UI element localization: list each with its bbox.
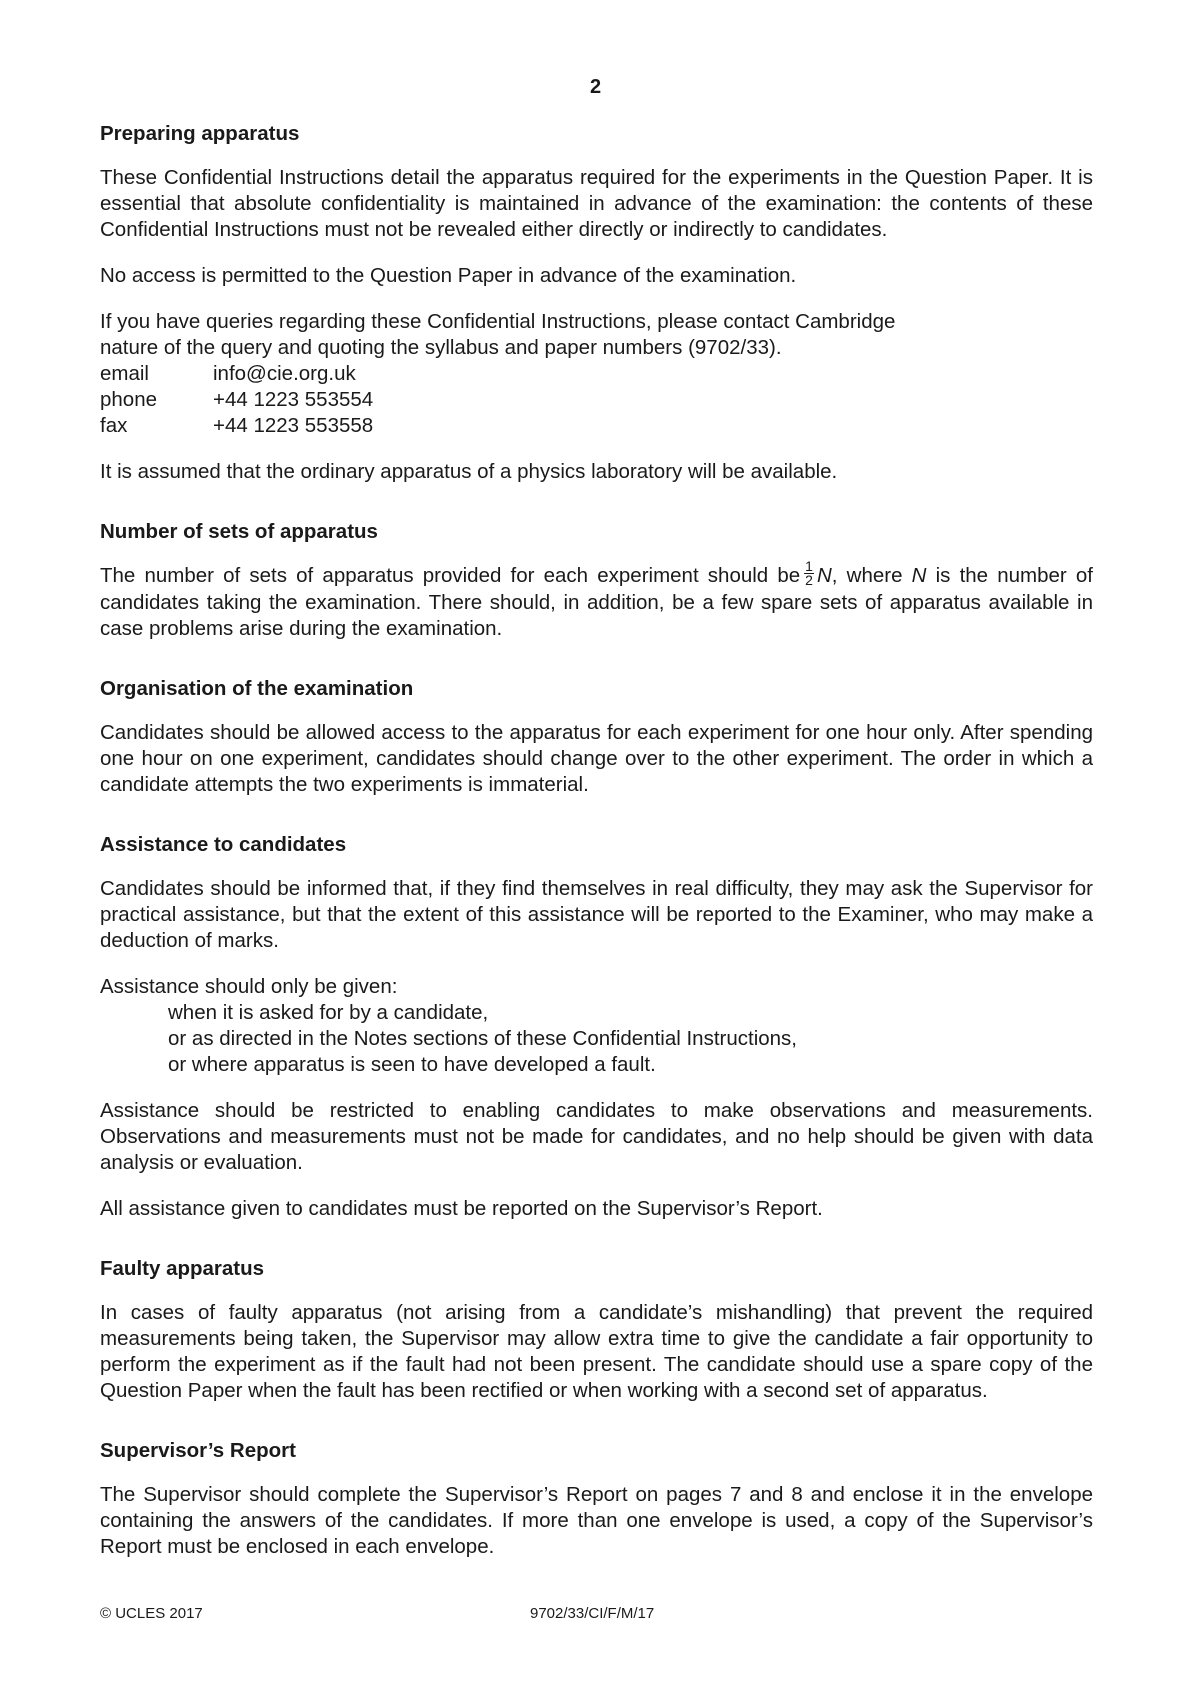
queries-line-1: If you have queries regarding these Confidential Instructions, please contact Cambridge (100, 310, 896, 333)
heading-faulty-apparatus: Faulty apparatus (100, 1257, 265, 1281)
paragraph-faulty-apparatus: In cases of faulty apparatus (not arising from a candidate’s mishandling) that prevent the required measurements being taken, the Supervisor may allow extra time to give the candidate a fair opportunity to perform the experiment as if the fault had not been present. The candidate should use a spare copy of the Question Paper when the fault has been rectified or when working with a second set of apparatus. (100, 1301, 1093, 1403)
variable-n-second: N (911, 564, 927, 587)
fraction-numerator: 1 (805, 558, 813, 575)
footer-copyright: © UCLES 2017 (100, 1605, 203, 1622)
paragraph-no-access: No access is permitted to the Question Paper in advance of the examination. (100, 264, 797, 287)
contact-email-label: email (100, 362, 149, 385)
contact-fax-row (100, 413, 1093, 439)
footer-document-code: 9702/33/CI/F/M/17 (530, 1605, 655, 1622)
assistance-condition-item: or where apparatus is seen to have developed a fault. (168, 1053, 656, 1077)
paragraph-organisation: Candidates should be allowed access to the apparatus for each experiment for one hour only. After spending one hour on one experiment, candidates should change over to the other experiment. The order in which a candidate attempts the two experiments is immaterial. (100, 721, 1093, 797)
paragraph-confidentiality: These Confidential Instructions detail the apparatus required for the experiments in the Question Paper. It is essential that absolute confidentiality is maintained in advance of the examination: the contents of these Confidential Instructions must not be revealed either directly or indirectly to candidates. (100, 166, 1093, 241)
sets-text-end: is the number of candidates taking the examination. There should, in addition, be a few spare sets of apparatus available in case problems arise during the examination. (100, 564, 1093, 641)
paragraph-number-of-sets (100, 558, 1093, 642)
variable-n: N (816, 564, 832, 587)
paragraph-ordinary-apparatus: It is assumed that the ordinary apparatus of a physics laboratory will be available. (100, 460, 838, 483)
assistance-condition-item: or as directed in the Notes sections of these Confidential Instructions, (168, 1027, 798, 1051)
assistance-condition-item: when it is asked for by a candidate, (168, 1001, 489, 1025)
contact-fax-label: fax (100, 414, 128, 437)
paragraph-supervisors-report: The Supervisor should complete the Supervisor’s Report on pages 7 and 8 and enclose it in the envelope containing the answers of the candidates. If more than one envelope is used, a copy of the Supervisor’s Report must be enclosed in each envelope. (100, 1483, 1093, 1559)
contact-email-value[interactable]: info@cie.org.uk (213, 362, 356, 385)
paragraph-assistance-reported: All assistance given to candidates must be reported on the Supervisor’s Report. (100, 1197, 823, 1221)
queries-line-2: nature of the query and quoting the syllabus and paper numbers (9702/33). (100, 336, 782, 359)
sets-text-start: The number of sets of apparatus provided for each experiment should be (100, 564, 801, 587)
paragraph-assistance-informed: Candidates should be informed that, if they find themselves in real difficulty, they may ask the Supervisor for practical assistance, but that the extent of this assistance will be reported to the Examiner, who may make a deduction of marks. (100, 877, 1093, 953)
heading-assistance: Assistance to candidates (100, 833, 347, 857)
assistance-conditions (100, 974, 1093, 1078)
document-body (100, 121, 1093, 1580)
paragraph-assistance-restricted: Assistance should be restricted to enabling candidates to make observations and measurements. Observations and measurements must not be made for candidates, and no help should be given with data analysis or evaluation. (100, 1099, 1093, 1175)
heading-number-of-sets: Number of sets of apparatus (100, 520, 378, 543)
contact-phone-row (100, 387, 1093, 413)
page-number: 2 (589, 76, 602, 98)
heading-preparing-apparatus: Preparing apparatus (100, 122, 300, 145)
fraction-denominator: 2 (805, 572, 813, 589)
contact-phone-value: +44 1223 553554 (213, 388, 374, 411)
contact-phone-label: phone (100, 388, 158, 411)
contact-block (100, 309, 1093, 439)
sets-text-mid: , where (831, 564, 912, 587)
half-fraction (804, 560, 814, 587)
contact-email-row (100, 361, 1093, 387)
contact-fax-value: +44 1223 553558 (213, 414, 374, 437)
heading-organisation: Organisation of the examination (100, 677, 414, 701)
assistance-intro: Assistance should only be given: (100, 975, 398, 999)
heading-supervisors-report: Supervisor’s Report (100, 1439, 296, 1463)
